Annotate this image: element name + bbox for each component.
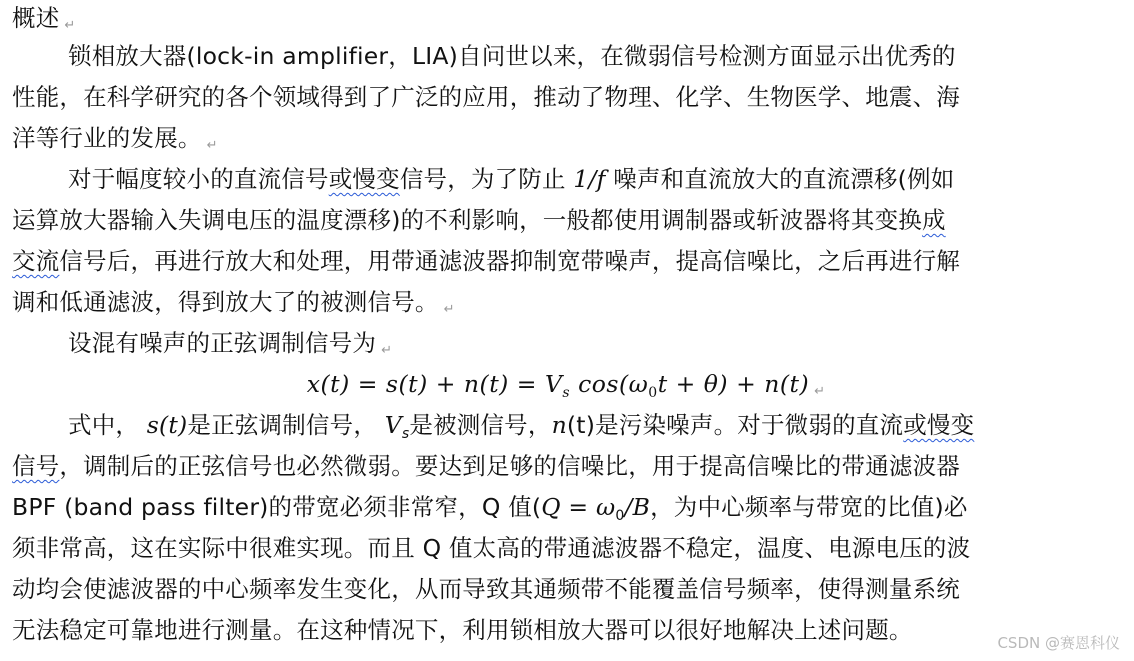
text-span: 是污染噪声。对于微弱的直流 — [595, 411, 904, 439]
text-line — [12, 405, 1120, 446]
text-line — [12, 446, 1120, 487]
grammar-underlined-text: 成 — [921, 206, 946, 234]
text-span: BPF (band pass filter)的带宽必须非常窄，Q 值( — [12, 493, 542, 521]
text-line — [12, 282, 1120, 323]
text-span: 是正弦调制信号， — [187, 411, 385, 439]
equation-part: x(t) = s(t) + n(t) = V — [306, 370, 563, 398]
equation-line — [12, 364, 1120, 405]
section-heading — [12, 0, 1120, 36]
equation-part: cos(ω — [570, 370, 649, 398]
text-line: 无法稳定可靠地进行测量。在这种情况下，利用锁相放大器可以很好地解决上述问题。 — [12, 616, 913, 644]
paragraph-mark-icon: ↵ — [814, 384, 826, 399]
text-line — [12, 159, 1120, 200]
watermark: CSDN @赛恩科仪 — [997, 634, 1120, 652]
grammar-underlined-text: 交流 — [12, 247, 60, 275]
paragraph-intro — [12, 36, 1120, 159]
text-span: 信号，为了防止 — [399, 165, 574, 193]
grammar-underlined-text: 或慢变 — [903, 411, 975, 439]
text-span: 设混有噪声的正弦调制信号为 — [68, 329, 377, 357]
math-expression: V — [384, 411, 402, 439]
text-span: 调和低通滤波，得到放大了的被测信号。 — [12, 288, 439, 316]
equation — [306, 370, 810, 401]
text-line — [12, 200, 1120, 241]
text-line: 锁相放大器(lock-in amplifier，LIA)自问世以来，在微弱信号检测方面显示出优秀的 — [68, 42, 956, 70]
text-line: 性能，在科学研究的各个领域得到了广泛的应用，推动了物理、化学、生物医学、地震、海 — [12, 83, 960, 111]
text-span: (t) — [566, 411, 596, 439]
grammar-underlined-text: 或慢变 — [328, 165, 400, 193]
text-span: 运算放大器输入失调电压的温度漂移)的不利影响，一般都使用调制器或斩波器将其变换 — [12, 206, 922, 234]
math-expression: n — [551, 411, 567, 439]
math-subscript: 0 — [615, 508, 625, 524]
text-span: 洋等行业的发展。 — [12, 124, 202, 152]
grammar-underlined-text: 信号 — [12, 452, 60, 480]
paragraph-bpf — [12, 405, 1120, 651]
text-span: 式中， — [68, 411, 147, 439]
paragraph-signal-intro — [12, 323, 1120, 364]
math-expression: s(t) — [146, 411, 188, 439]
equation-subscript: s — [562, 385, 571, 401]
text-line — [12, 241, 1120, 282]
math-subscript: s — [401, 426, 410, 442]
equation-subscript: 0 — [648, 385, 658, 401]
math-expression: /B — [624, 493, 651, 521]
math-expression: 1/f — [573, 165, 606, 193]
paragraph-mark-icon: ↵ — [443, 302, 455, 317]
math-expression: Q = ω — [541, 493, 616, 521]
paragraph-modulation — [12, 159, 1120, 323]
text-span: 是被测信号， — [409, 411, 552, 439]
text-span: 噪声和直流放大的直流漂移(例如 — [605, 165, 955, 193]
text-span: ，调制后的正弦信号也必然微弱。要达到足够的信噪比，用于提高信噪比的带通滤波器 — [59, 452, 961, 480]
paragraph-mark-icon: ↵ — [381, 343, 393, 358]
paragraph-mark-icon: ↵ — [64, 18, 76, 33]
text-line — [12, 118, 1120, 159]
document-body — [12, 0, 1120, 651]
text-line: 须非常高，这在实际中很难实现。而且 Q 值太高的带通滤波器不稳定，温度、电源电压的波 — [12, 534, 971, 562]
text-span: 对于幅度较小的直流信号 — [68, 165, 329, 193]
text-line: 动均会使滤波器的中心频率发生变化，从而导致其通频带不能覆盖信号频率，使得测量系统 — [12, 575, 960, 603]
paragraph-mark-icon: ↵ — [206, 138, 218, 153]
text-span: 信号后，再进行放大和处理，用带通滤波器抑制宽带噪声，提高信噪比，之后再进行解 — [59, 247, 961, 275]
text-span: ，为中心频率与带宽的比值)必 — [650, 493, 968, 521]
heading-text: 概述 — [12, 4, 60, 32]
equation-part: t + θ) + n(t) — [657, 370, 810, 398]
text-line — [12, 487, 1120, 528]
